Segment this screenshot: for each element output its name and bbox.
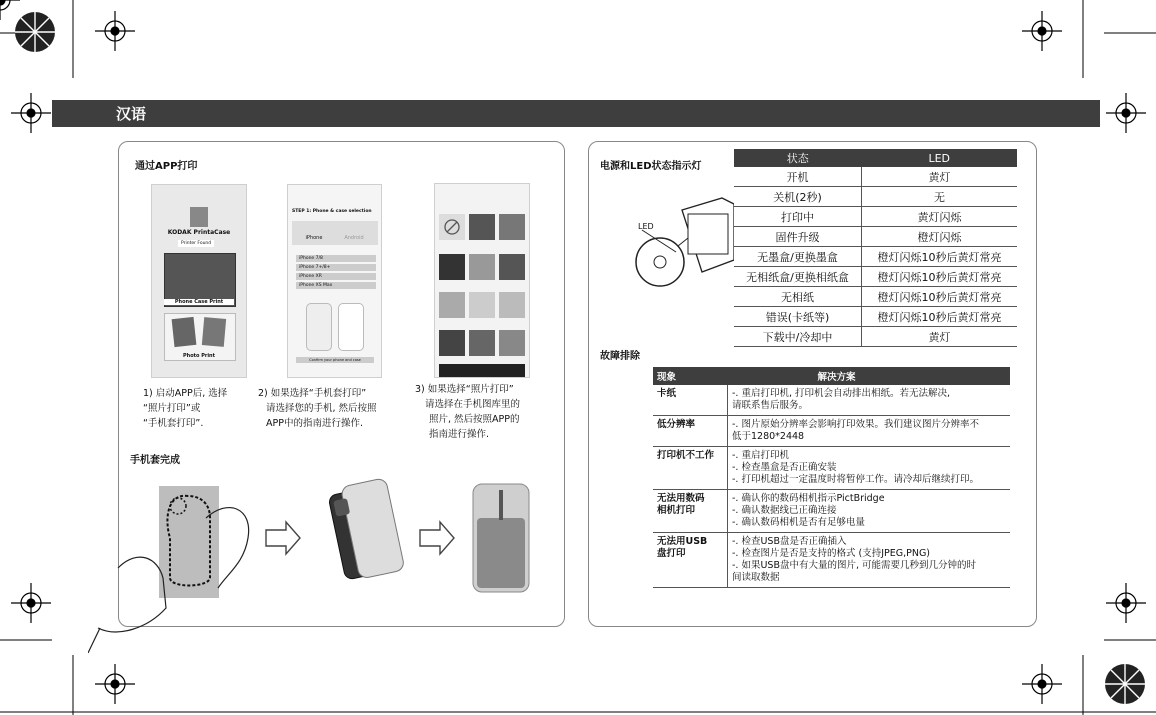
led-indicator-cell: 橙灯闪烁10秒后黄灯常亮 [862, 267, 1018, 287]
language-title: 汉语 [116, 105, 147, 123]
photo-print-label: Photo Print [182, 353, 216, 359]
ts-solution-text: -. 如果USB盘中有大量的图片, 可能需要几秒到几分钟的时 [732, 560, 977, 571]
led-status-cell: 错误(卡纸等) [734, 307, 862, 327]
model-item: iPhone 7/8 [296, 255, 376, 262]
led-table-row [734, 207, 1017, 227]
case-selection-screen [287, 184, 382, 378]
led-indicator-cell: 黄灯闪烁 [862, 207, 1018, 227]
led-indicator-cell: 黄灯 [862, 167, 1018, 187]
ts-symptom-text: 相机打印 [657, 505, 696, 516]
led-table-row [734, 267, 1017, 287]
phone-case-print-label: Phone Case Print [164, 299, 234, 305]
led-table-row [734, 167, 1017, 187]
kodak-logo-icon [190, 207, 208, 227]
model-item: iPhone 7+/8+ [296, 264, 376, 271]
ts-symptom-cell [653, 447, 728, 490]
led-status-cell: 固件升级 [734, 227, 862, 247]
app-home-screen [151, 184, 247, 378]
led-table-row [734, 227, 1017, 247]
ts-table-row [653, 416, 1010, 447]
case-complete-title: 手机套完成 [130, 455, 180, 466]
model-list [296, 255, 376, 289]
printer-found: Printer Found [178, 240, 214, 247]
troubleshoot-table [653, 367, 1010, 588]
led-table-row [734, 287, 1017, 307]
ts-header-solution: 解决方案 [728, 367, 1011, 385]
ts-solution-cell [728, 490, 1011, 533]
ts-solution-text: -. 确认数码相机是否有足够电量 [732, 517, 865, 528]
language-header-bar [52, 100, 1100, 127]
led-callout-label: LED [638, 222, 654, 231]
print-via-app-title: 通过APP打印 [135, 161, 198, 172]
ts-symptom-cell [653, 416, 728, 447]
led-indicator-cell: 橙灯闪烁10秒后黄灯常亮 [862, 307, 1018, 327]
led-table-row [734, 247, 1017, 267]
ts-solution-text: -. 检查墨盒是否正确安装 [732, 462, 837, 473]
model-item: iPhone XR [296, 273, 376, 280]
ts-solution-cell [728, 533, 1011, 588]
ts-solution-text: -. 打印机超过一定温度时将暂停工作。请冷却后继续打印。 [732, 474, 979, 485]
troubleshoot-title: 故障排除 [600, 351, 640, 362]
ts-solution-text: -. 确认数据线已正确连接 [732, 505, 837, 516]
ts-symptom-cell [653, 385, 728, 416]
led-indicator-cell: 橙灯闪烁10秒后黄灯常亮 [862, 287, 1018, 307]
ts-solution-cell [728, 385, 1011, 416]
led-indicator-cell: 橙灯闪烁 [862, 227, 1018, 247]
ts-solution-text: -. 检查图片是否是支持的格式 (支持JPEG,PNG) [732, 548, 931, 559]
led-status-cell: 关机(2秒) [734, 187, 862, 207]
led-table-row [734, 187, 1017, 207]
led-status-cell: 下载中/冷却中 [734, 327, 862, 347]
caption-step-2: 2) 如果选择“手机套打印” 请选择您的手机, 然后按照 APP中的指南进行操作. [258, 388, 377, 429]
ts-symptom-text: 无法用数码 [657, 493, 705, 504]
ts-solution-text: -. 检查USB盘是否正确插入 [732, 536, 847, 547]
ts-solution-text: 间读取数据 [732, 572, 780, 583]
led-status-cell: 无相纸 [734, 287, 862, 307]
ts-symptom-cell [653, 490, 728, 533]
step-title: STEP 1: Phone & case selection [292, 209, 372, 214]
ts-solution-text: 低于1280*2448 [732, 431, 805, 442]
led-indicator-cell: 无 [862, 187, 1018, 207]
led-table-row [734, 307, 1017, 327]
ts-solution-text: -. 图片原始分辨率会影响打印效果。我们建议图片分辨率不 [732, 419, 979, 430]
ts-header-symptom: 现象 [653, 367, 728, 385]
ts-symptom-text: 打印机不工作 [657, 450, 715, 461]
printer-led-illustration [622, 190, 734, 300]
caption-step-1: 1) 启动APP后, 选择 “照片打印”或 “手机套打印”. [143, 388, 228, 429]
tab-android: Android [344, 235, 364, 241]
ts-symptom-cell [653, 533, 728, 588]
tab-iphone: iPhone [305, 235, 323, 241]
ts-table-row [653, 447, 1010, 490]
led-status-table [734, 149, 1017, 347]
ts-symptom-text: 盘打印 [657, 548, 686, 559]
led-status-cell: 无墨盒/更换墨盒 [734, 247, 862, 267]
ts-table-row [653, 385, 1010, 416]
ts-solution-cell [728, 447, 1011, 490]
led-status-cell: 无相纸盒/更换相纸盒 [734, 267, 862, 287]
ts-symptom-text: 低分辨率 [657, 419, 696, 430]
led-header-led: LED [862, 149, 1018, 167]
ts-table-row [653, 533, 1010, 588]
case-assembly-illustration [88, 478, 548, 658]
app-brand: KODAK PrintaCase [167, 229, 231, 236]
ts-solution-text: -. 重启打印机, 打印机会自动排出相纸。若无法解决, [732, 388, 951, 399]
gallery-thumbnails [435, 184, 529, 377]
led-status-cell: 开机 [734, 167, 862, 187]
led-indicator-cell: 橙灯闪烁10秒后黄灯常亮 [862, 247, 1018, 267]
ts-symptom-text: 无法用USB [657, 536, 708, 547]
ts-symptom-text: 卡纸 [657, 388, 677, 399]
confirm-bar: Confirm your phone and case [296, 357, 374, 363]
model-item: iPhone XS Max [296, 282, 376, 289]
caption-step-3: 3) 如果选择“照片打印” 请选择在手机图库里的 照片, 然后按照APP的 指南进行操作. [415, 384, 521, 440]
ts-table-row [653, 490, 1010, 533]
led-table-row [734, 327, 1017, 347]
led-section-title: 电源和LED状态指示灯 [600, 161, 702, 172]
gallery-screen [434, 183, 530, 378]
ts-solution-text: -. 重启打印机 [732, 450, 789, 461]
ts-solution-text: -. 确认你的数码相机指示PictBridge [732, 493, 885, 504]
led-status-cell: 打印中 [734, 207, 862, 227]
led-header-status: 状态 [734, 149, 862, 167]
led-indicator-cell: 黄灯 [862, 327, 1018, 347]
ts-solution-text: 请联系售后服务。 [732, 400, 809, 411]
ts-solution-cell [728, 416, 1011, 447]
